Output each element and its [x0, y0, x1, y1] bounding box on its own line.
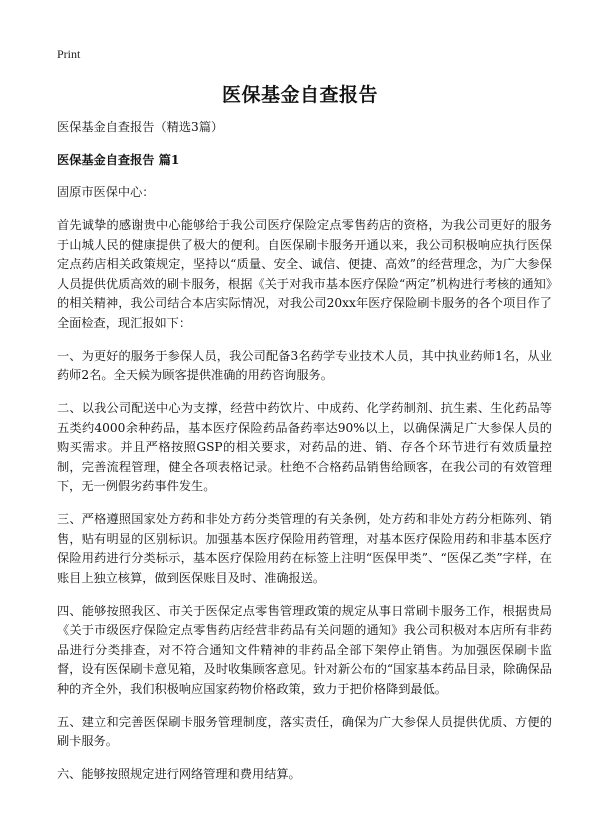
salutation: 固原市医保中心： — [57, 185, 155, 199]
paragraph-item-5: 五、建立和完善医保刷卡服务管理制度，落实责任，确保为广大参保人员提供优质、方便的刷卡服务。 — [57, 714, 552, 748]
document-subtitle: 医保基金自查报告（精选3篇） — [57, 120, 224, 134]
paragraph-item-6: 六、能够按照规定进行网络管理和费用结算。 — [57, 767, 301, 781]
paragraph-item-1: 一、为更好的服务于参保人员，我公司配备3名药学专业技术人员，其中执业药师1名，从业药师2名。全天候为顾客提供准确的用药咨询服务。 — [57, 348, 552, 382]
paragraph-item-4: 四、能够按照我区、市关于医保定点零售管理政策的规定从事日常刷卡服务工作，根据贵局《关于市级医疗保险定点零售药店经营非药品有关问题的通知》我公司积极对本店所有非药品进行分类排查，对不符合通知文件精神的非药品全部下架停止销售。为加强医保刷卡监督，设有医保刷卡意见箱，及时收集顾客意见。针对新公布的“国家基本药品目录，除确保品种的齐全外，我们积极响应国家药物价格政策，致力于把价格降到最低。 — [57, 603, 552, 696]
paragraph-intro: 首先诚挚的感谢贵中心能够给于我公司医疗保险定点零售药店的资格，为我公司更好的服务于山城人民的健康提供了极大的便利。自医保刷卡服务开通以来，我公司积极响应执行医保定点药店相关政策规定，坚持以“质量、安全、诚信、便捷、高效”的经营理念，为广大参保人员提供优质高效的刷卡服务，根据《关于对我市基本医疗保险“两定”机构进行考核的通知》的相关精神，我公司结合本店实际情况，对我公司20xx年医疗保险刷卡服务的各个项目作了全面检查，现汇报如下： — [57, 218, 552, 330]
document-title: 医保基金自查报告 — [221, 84, 378, 106]
print-label: Print — [57, 47, 81, 61]
paragraph-item-3: 三、严格遵照国家处方药和非处方药分类管理的有关条例，处方药和非处方药分柜陈列、销售，贴有明显的区别标识。加强基本医疗保险用药管理，对基本医疗保险用药和非基本医疗保险用药进行分类标示，基本医疗保险用药在标签上注明“医保甲类”、“医保乙类”字样，在账目上独立核算，做到医保账目及时、准确报送。 — [57, 512, 552, 585]
section-heading: 医保基金自查报告 篇1 — [57, 152, 180, 167]
paragraph-item-2: 二、以我公司配送中心为支撑，经营中药饮片、中成药、化学药制剂、抗生素、生化药品等五类约4000余种药品，基本医疗保险药品备药率达90%以上，以确保满足广大参保人员的购买需求。并且严格按照GSP的相关要求，对药品的进、销、存各个环节进行有效质量控制，完善流程管理，健全各项表格记录。杜绝不合格药品销售给顾客，在我公司的有效管理下，无一例假劣药事件发生。 — [57, 401, 552, 493]
document-body — [57, 118, 552, 798]
